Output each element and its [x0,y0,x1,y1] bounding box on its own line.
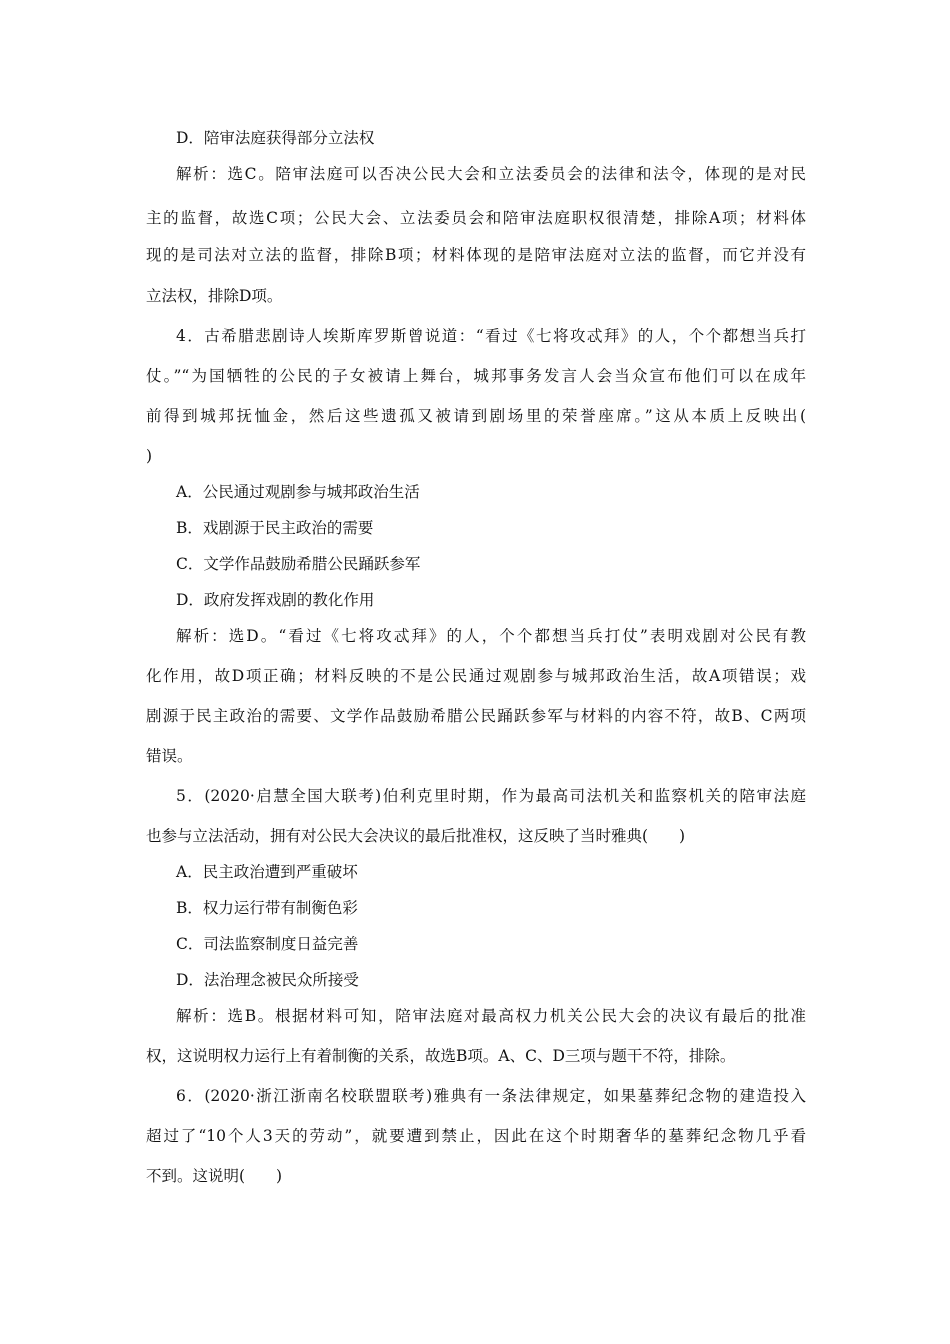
q3-option-d: D．陪审法庭获得部分立法权 [176,129,375,147]
q3-analysis-line-4: 立法权，排除D项。 [146,287,283,305]
q4-analysis-line-2: 化作用，故D项正确；材料反映的不是公民通过观剧参与城邦政治生活，故A项错误；戏 [146,667,806,685]
q5-option-a: A．民主政治遭到严重破坏 [176,863,358,881]
q4-option-d: D．政府发挥戏剧的教化作用 [176,591,375,609]
q6-stem-line-1: 6．(2020·浙江浙南名校联盟联考)雅典有一条法律规定，如果墓葬纪念物的建造投入 [176,1087,806,1105]
q4-option-c: C．文学作品鼓励希腊公民踊跃参军 [176,555,421,573]
q6-stem-line-3: 不到。这说明( ) [146,1167,283,1185]
q4-analysis-line-3: 剧源于民主政治的需要、文学作品鼓励希腊公民踊跃参军与材料的内容不符，故B、C两项 [146,707,806,725]
q4-stem-line-3: 前得到城邦抚恤金，然后这些遗孤又被请到剧场里的荣誉座席。”这从本质上反映出( [146,407,806,425]
q4-option-b: B．戏剧源于民主政治的需要 [176,519,374,537]
q4-analysis-line-1: 解析：选D。“看过《七将攻忒拜》的人，个个都想当兵打仗”表明戏剧对公民有教 [176,627,806,645]
q3-analysis-line-1: 解析：选C。陪审法庭可以否决公民大会和立法委员会的法律和法令，体现的是对民 [176,165,806,183]
q5-stem-line-2: 也参与立法活动，拥有对公民大会决议的最后批准权，这反映了当时雅典( ) [146,827,686,845]
q5-option-c: C．司法监察制度日益完善 [176,935,359,953]
q4-stem-line-4: ) [146,447,153,465]
q4-option-a: A．公民通过观剧参与城邦政治生活 [176,483,420,501]
q5-option-b: B．权力运行带有制衡色彩 [176,899,358,917]
q6-stem-line-2: 超过了“10个人3天的劳动”，就要遭到禁止，因此在这个时期奢华的墓葬纪念物几乎看 [146,1127,806,1145]
q5-analysis-line-1: 解析：选B。根据材料可知，陪审法庭对最高权力机关公民大会的决议有最后的批准 [176,1007,806,1025]
q5-analysis-line-2: 权，这说明权力运行上有着制衡的关系，故选B项。A、C、D三项与题干不符，排除。 [146,1047,736,1065]
q3-analysis-line-3: 现的是司法对立法的监督，排除B项；材料体现的是陪审法庭对立法的监督，而它并没有 [146,246,806,264]
q4-analysis-line-4: 错误。 [146,747,193,765]
q4-stem-line-1: 4．古希腊悲剧诗人埃斯库罗斯曾说道：“看过《七将攻忒拜》的人，个个都想当兵打 [176,327,806,345]
q3-analysis-line-2: 主的监督，故选C项；公民大会、立法委员会和陪审法庭职权很清楚，排除A项；材料体 [146,209,806,227]
q4-stem-line-2: 仗。”“为国牺牲的公民的子女被请上舞台，城邦事务发言人会当众宣布他们可以在成年 [146,367,806,385]
q5-option-d: D．法治理念被民众所接受 [176,971,359,989]
q5-stem-line-1: 5．(2020·启慧全国大联考)伯利克里时期，作为最高司法机关和监察机关的陪审法庭 [176,787,806,805]
